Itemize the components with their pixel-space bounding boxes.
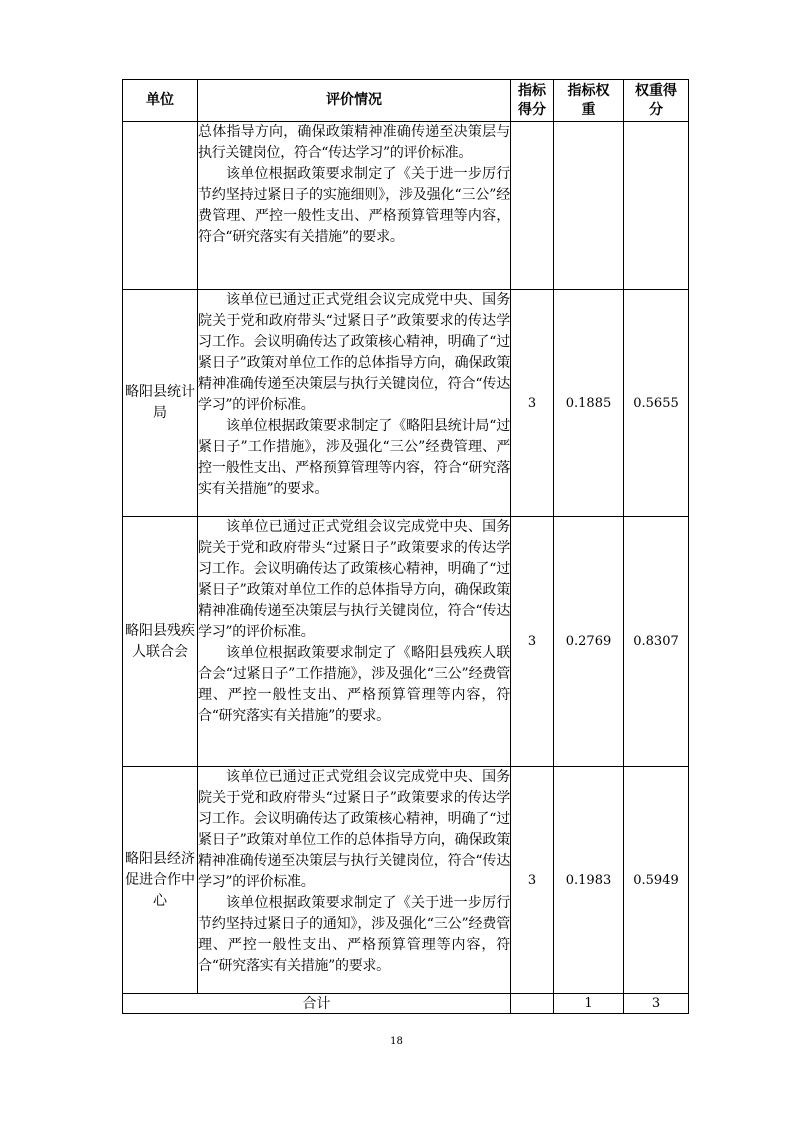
evaluation-paragraph: 该单位根据政策要求制定了《略阳县残疾人联合会“过紧日子”工作措施》，涉及强化“三公”经费管理、严控一般性支出、严格预算管理等内容，符合“研究落实有关措施”的要求。 bbox=[198, 645, 510, 724]
weighted-cell: 0.5949 bbox=[624, 767, 689, 994]
header-unit: 单位 bbox=[123, 80, 198, 122]
evaluation-cell bbox=[198, 767, 511, 994]
weight-cell: 0.1885 bbox=[554, 290, 624, 517]
weight-cell: 0.2769 bbox=[554, 517, 624, 767]
evaluation-paragraph: 该单位根据政策要求制定了《略阳县统计局“过紧日子”工作措施》，涉及强化“三公”经费管理、严控一般性支出、严格预算管理等内容，符合“研究落实有关措施”的要求。 bbox=[198, 418, 510, 497]
score-cell: 3 bbox=[511, 517, 554, 767]
weight-cell: 0.1983 bbox=[554, 767, 624, 994]
page-number: 18 bbox=[390, 1036, 403, 1047]
weighted-cell: 0.8307 bbox=[624, 517, 689, 767]
table-row bbox=[123, 290, 689, 517]
evaluation-paragraph: 总体指导方向，确保政策精神准确传递至决策层与执行关键岗位，符合“传达学习”的评价标准。 bbox=[198, 124, 510, 161]
header-weighted: 权重得分 bbox=[624, 80, 689, 122]
unit-cell: 略阳县统计局 bbox=[123, 290, 198, 517]
evaluation-paragraph: 该单位已通过正式党组会议完成党中央、国务院关于党和政府带头“过紧日子”政策要求的传达学习工作。会议明确传达了政策核心精神，明确了“过紧日子”政策对单位工作的总体指导方向，确保政策精神准确传递至决策层与执行关键岗位，符合“传达学习”的评价标准。 bbox=[198, 519, 510, 640]
evaluation-cell bbox=[198, 122, 511, 290]
weighted-cell: 0.5655 bbox=[624, 290, 689, 517]
header-score: 指标得分 bbox=[511, 80, 554, 122]
score-cell: 3 bbox=[511, 767, 554, 994]
table-header-row bbox=[123, 80, 689, 122]
unit-cell: 略阳县残疾人联合会 bbox=[123, 517, 198, 767]
total-weight-cell: 1 bbox=[554, 994, 624, 1014]
total-row bbox=[123, 994, 689, 1014]
unit-cell bbox=[123, 122, 198, 290]
evaluation-cell bbox=[198, 290, 511, 517]
weight-cell bbox=[554, 122, 624, 290]
evaluation-cell bbox=[198, 517, 511, 767]
table-row bbox=[123, 767, 689, 994]
score-cell bbox=[511, 122, 554, 290]
evaluation-paragraph: 该单位根据政策要求制定了《关于进一步厉行节约坚持过紧日子的实施细则》，涉及强化“三公”经费管理、严控一般性支出、严格预算管理等内容，符合“研究落实有关措施”的要求。 bbox=[198, 166, 510, 245]
table-row bbox=[123, 517, 689, 767]
header-weight: 指标权重 bbox=[554, 80, 624, 122]
total-score-cell bbox=[511, 994, 554, 1014]
score-cell: 3 bbox=[511, 290, 554, 517]
total-weighted-cell: 3 bbox=[624, 994, 689, 1014]
evaluation-table bbox=[122, 79, 689, 1014]
evaluation-paragraph: 该单位已通过正式党组会议完成党中央、国务院关于党和政府带头“过紧日子”政策要求的传达学习工作。会议明确传达了政策核心精神，明确了“过紧日子”政策对单位工作的总体指导方向，确保政策精神准确传递至决策层与执行关键岗位，符合“传达学习”的评价标准。 bbox=[198, 292, 510, 413]
evaluation-paragraph: 该单位根据政策要求制定了《关于进一步厉行节约坚持过紧日子的通知》，涉及强化“三公”经费管理、严控一般性支出、严格预算管理等内容，符合“研究落实有关措施”的要求。 bbox=[198, 895, 510, 974]
table-row bbox=[123, 122, 689, 290]
evaluation-paragraph: 该单位已通过正式党组会议完成党中央、国务院关于党和政府带头“过紧日子”政策要求的传达学习工作。会议明确传达了政策核心精神，明确了“过紧日子”政策对单位工作的总体指导方向，确保政策精神准确传递至决策层与执行关键岗位，符合“传达学习”的评价标准。 bbox=[198, 769, 510, 890]
unit-cell: 略阳县经济促进合作中心 bbox=[123, 767, 198, 994]
header-evaluation: 评价情况 bbox=[198, 80, 511, 122]
weighted-cell bbox=[624, 122, 689, 290]
total-label: 合计 bbox=[123, 994, 511, 1014]
